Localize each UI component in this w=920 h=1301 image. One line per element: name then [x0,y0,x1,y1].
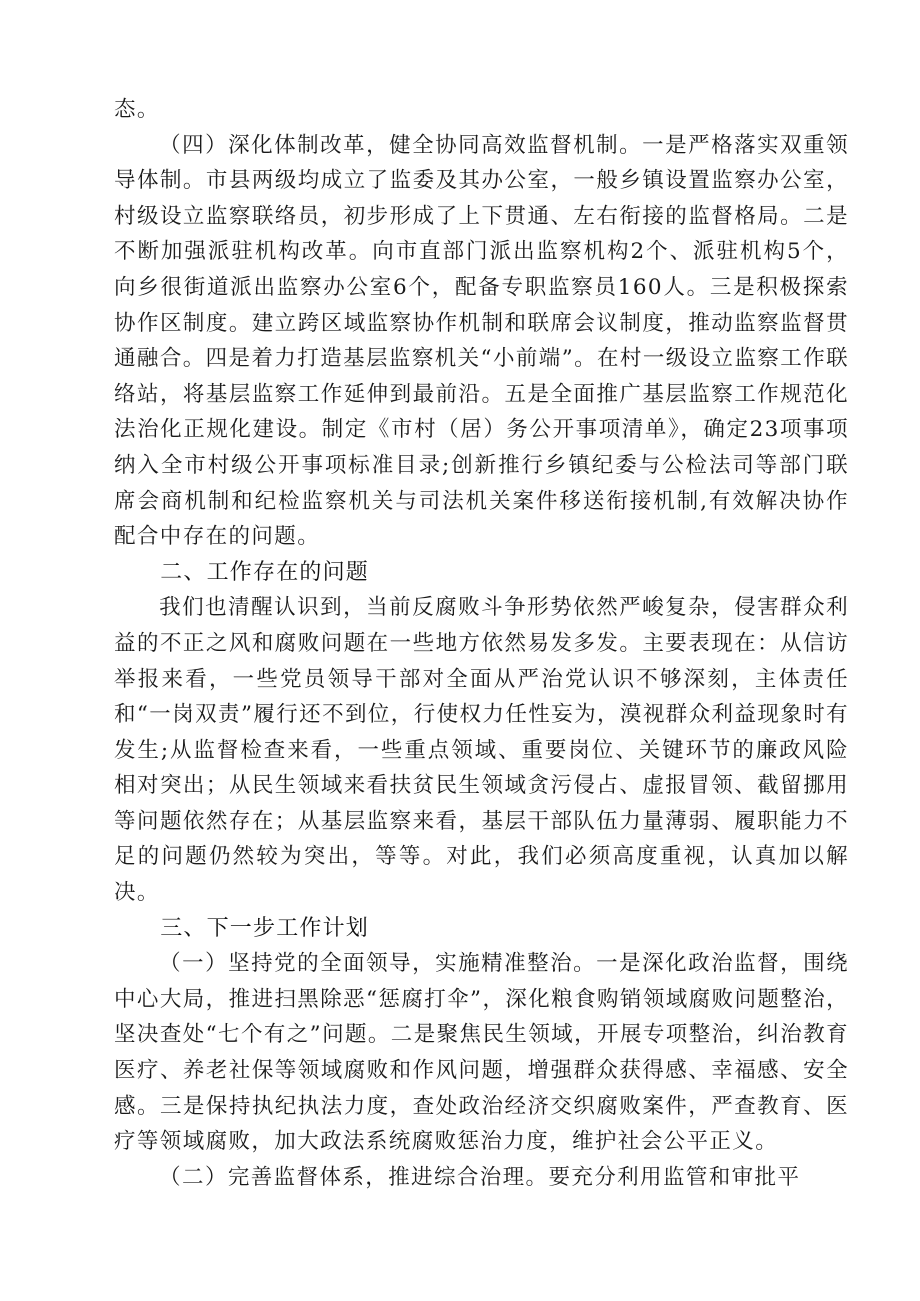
document-body [114,92,849,1195]
section-heading-next-steps: 三、下一步工作计划 [160,915,369,941]
paragraph-supervision-system: （二）完善监督体系，推进综合治理。要充分利用监管和审批平 [159,1164,801,1190]
paragraph-problems: 我们也清醒认识到，当前反腐败斗争形势依然严峻复杂，侵害群众利益的不正之风和腐败问题在一些地方依然易发多发。主要表现在：从信访举报来看，一些党员领导干部对全面从严治党认识不够深刻，主体责任和“一岗双责”履行还不到位，行使权力任性妄为，漠视群众利益现象时有发生;从监督检查来看，一些重点领域、重要岗位、关键环节的廉政风险相对突出；从民生领域来看扶贫民生领域贪污侵占、虚报冒领、截留挪用等问题依然存在；从基层监察来看，基层干部队伍力量薄弱、履职能力不足的问题仍然较为突出，等等。对此，我们必须高度重视，认真加以解决。 [114,595,849,906]
paragraph-continuation: 态。 [114,97,160,122]
section-heading-problems: 二、工作存在的问题 [160,559,369,585]
paragraph-reform-mechanism: （四）深化体制改革，健全协同高效监督机制。一是严格落实双重领导体制。市县两级均成立了监委及其办公室，一般乡镇设置监察办公室，村级设立监察联络员，初步形成了上下贯通、左右衔接的监督格局。二是不断加强派驻机构改革。向市直部门派出监察机构2个、派驻机构5个，向乡很街道派出监察办公室6个，配备专职监察员160人。三是积极探索协作区制度。建立跨区域监察协作机制和联席会议制度，推动监察监督贯通融合。四是着力打造基层监察机关“小前端”。在村一级设立监察工作联络站，将基层监察工作延伸到最前沿。五是全面推广基层监察工作规范化法治化正规化建设。制定《市村（居）务公开事项清单》，确定23项事项纳入全市村级公开事项标准目录;创新推行乡镇纪委与公检法司等部门联席会商机制和纪检监察机关与司法机关案件移送衔接机制,有效解决协作配合中存在的问题。 [114,132,849,550]
paragraph-party-leadership: （一）坚持党的全面领导，实施精准整治。一是深化政治监督，围绕中心大局，推进扫黑除恶“惩腐打伞”，深化粮食购销领域腐败问题整治，坚决查处“七个有之”问题。二是聚焦民生领域，开展专项整治，纠治教育医疗、养老社保等领域腐败和作风问题，增强群众获得感、幸福感、安全感。三是保持执纪执法力度，查处政治经济交织腐败案件，严查教育、医疗等领域腐败，加大政法系统腐败惩治力度，维护社会公平正义。 [114,951,849,1155]
